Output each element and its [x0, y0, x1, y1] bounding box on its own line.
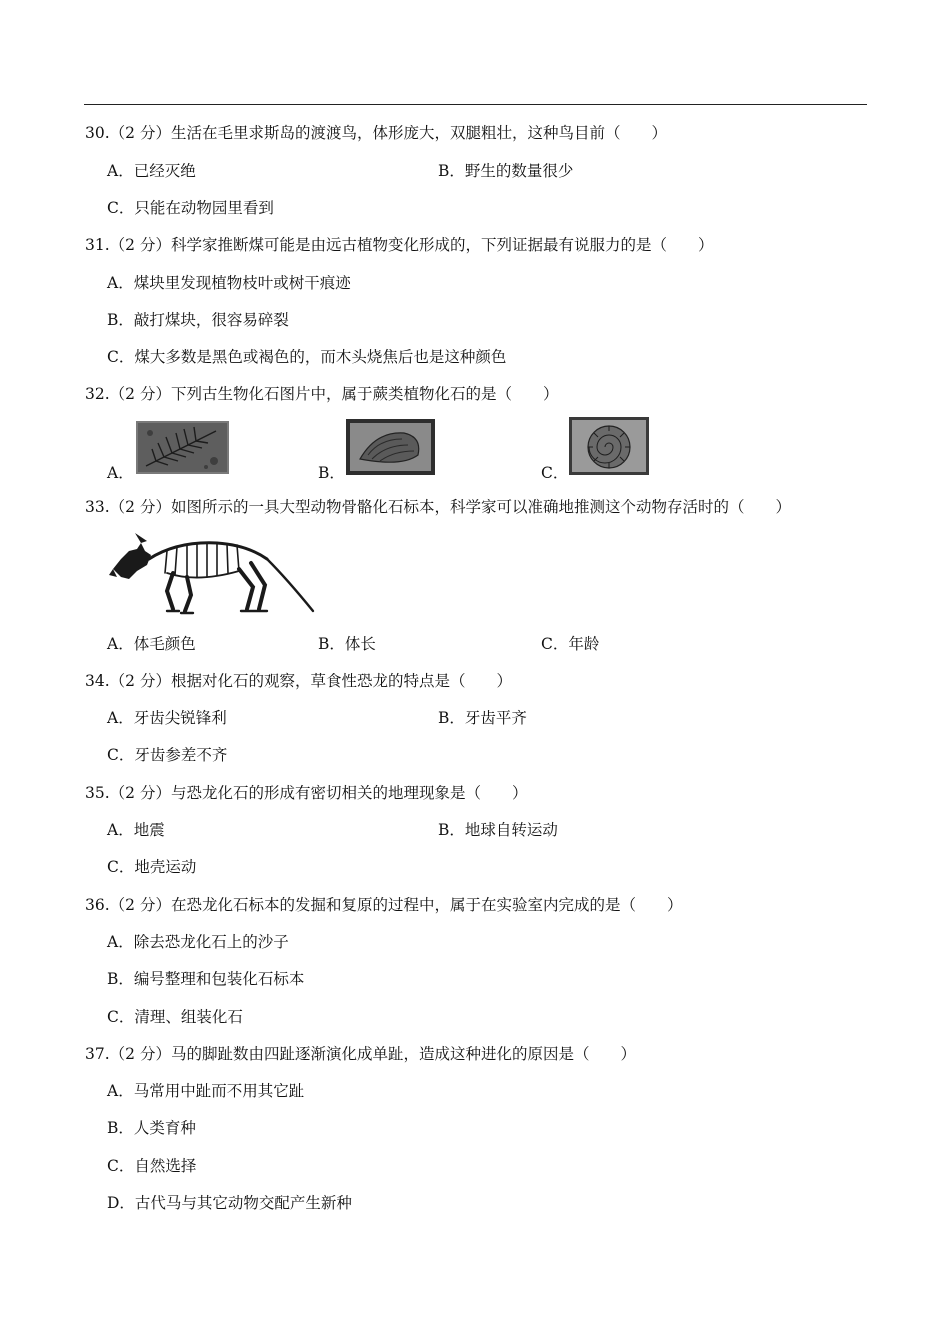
question-30-option-a[interactable]: A．已经灭绝	[107, 162, 196, 180]
question-36-option-c[interactable]: C．清理、组装化石	[107, 1008, 243, 1026]
question-34-option-b[interactable]: B．牙齿平齐	[438, 709, 527, 727]
question-33-option-b[interactable]: B．体长	[318, 635, 376, 653]
question-35-option-c[interactable]: C．地壳运动	[107, 858, 197, 876]
question-34-option-c[interactable]: C．牙齿参差不齐	[107, 746, 228, 764]
question-33-option-c[interactable]: C．年龄	[541, 635, 600, 653]
shell-fossil-image[interactable]	[346, 419, 435, 475]
question-32-option-a[interactable]: A．	[107, 464, 134, 482]
question-31-option-b[interactable]: B．敲打煤块，很容易碎裂	[107, 311, 289, 329]
question-36-option-b[interactable]: B．编号整理和包装化石标本	[107, 970, 305, 988]
question-36-stem: 36.（2 分）在恐龙化石标本的发掘和复原的过程中，属于在实验室内完成的是（ ）	[85, 896, 683, 914]
dinosaur-skeleton-image	[107, 529, 317, 619]
question-32-option-c[interactable]: C．	[541, 464, 569, 482]
question-35-option-b[interactable]: B．地球自转运动	[438, 821, 558, 839]
question-32-stem: 32.（2 分）下列古生物化石图片中，属于蕨类植物化石的是（ ）	[85, 385, 559, 403]
question-31-option-c[interactable]: C．煤大多数是黑色或褐色的，而木头烧焦后也是这种颜色	[107, 348, 507, 366]
question-33-stem: 33.（2 分）如图所示的一具大型动物骨骼化石标本，科学家可以准确地推测这个动物存活时的（ ）	[85, 498, 791, 516]
question-34-stem: 34.（2 分）根据对化石的观察，草食性恐龙的特点是（ ）	[85, 672, 512, 690]
question-30-option-c[interactable]: C．只能在动物园里看到	[107, 199, 274, 217]
question-37-option-b[interactable]: B．人类育种	[107, 1119, 196, 1137]
question-35-option-a[interactable]: A．地震	[107, 821, 165, 839]
question-30-stem: 30.（2 分）生活在毛里求斯岛的渡渡鸟，体形庞大，双腿粗壮，这种鸟目前（ ）	[85, 124, 667, 142]
question-37-option-a[interactable]: A．马常用中趾而不用其它趾	[107, 1082, 305, 1100]
question-33-option-a[interactable]: A．体毛颜色	[107, 635, 196, 653]
question-37-stem: 37.（2 分）马的脚趾数由四趾逐渐演化成单趾，造成这种进化的原因是（ ）	[85, 1045, 636, 1063]
question-31-option-a[interactable]: A．煤块里发现植物枝叶或树干痕迹	[107, 274, 351, 292]
question-37-option-d[interactable]: D．古代马与其它动物交配产生新种	[107, 1194, 352, 1212]
question-34-option-a[interactable]: A．牙齿尖锐锋利	[107, 709, 227, 727]
fern-fossil-image[interactable]	[136, 421, 229, 474]
question-32-option-b[interactable]: B．	[318, 464, 345, 482]
question-30-option-b[interactable]: B．野生的数量很少	[438, 162, 574, 180]
question-36-option-a[interactable]: A．除去恐龙化石上的沙子	[107, 933, 289, 951]
ammonite-fossil-image[interactable]	[569, 417, 649, 475]
question-35-stem: 35.（2 分）与恐龙化石的形成有密切相关的地理现象是（ ）	[85, 784, 528, 802]
question-37-option-c[interactable]: C．自然选择	[107, 1157, 197, 1175]
header-rule	[84, 104, 867, 105]
question-31-stem: 31.（2 分）科学家推断煤可能是由远古植物变化形成的，下列证据最有说服力的是（ ）	[85, 236, 714, 254]
